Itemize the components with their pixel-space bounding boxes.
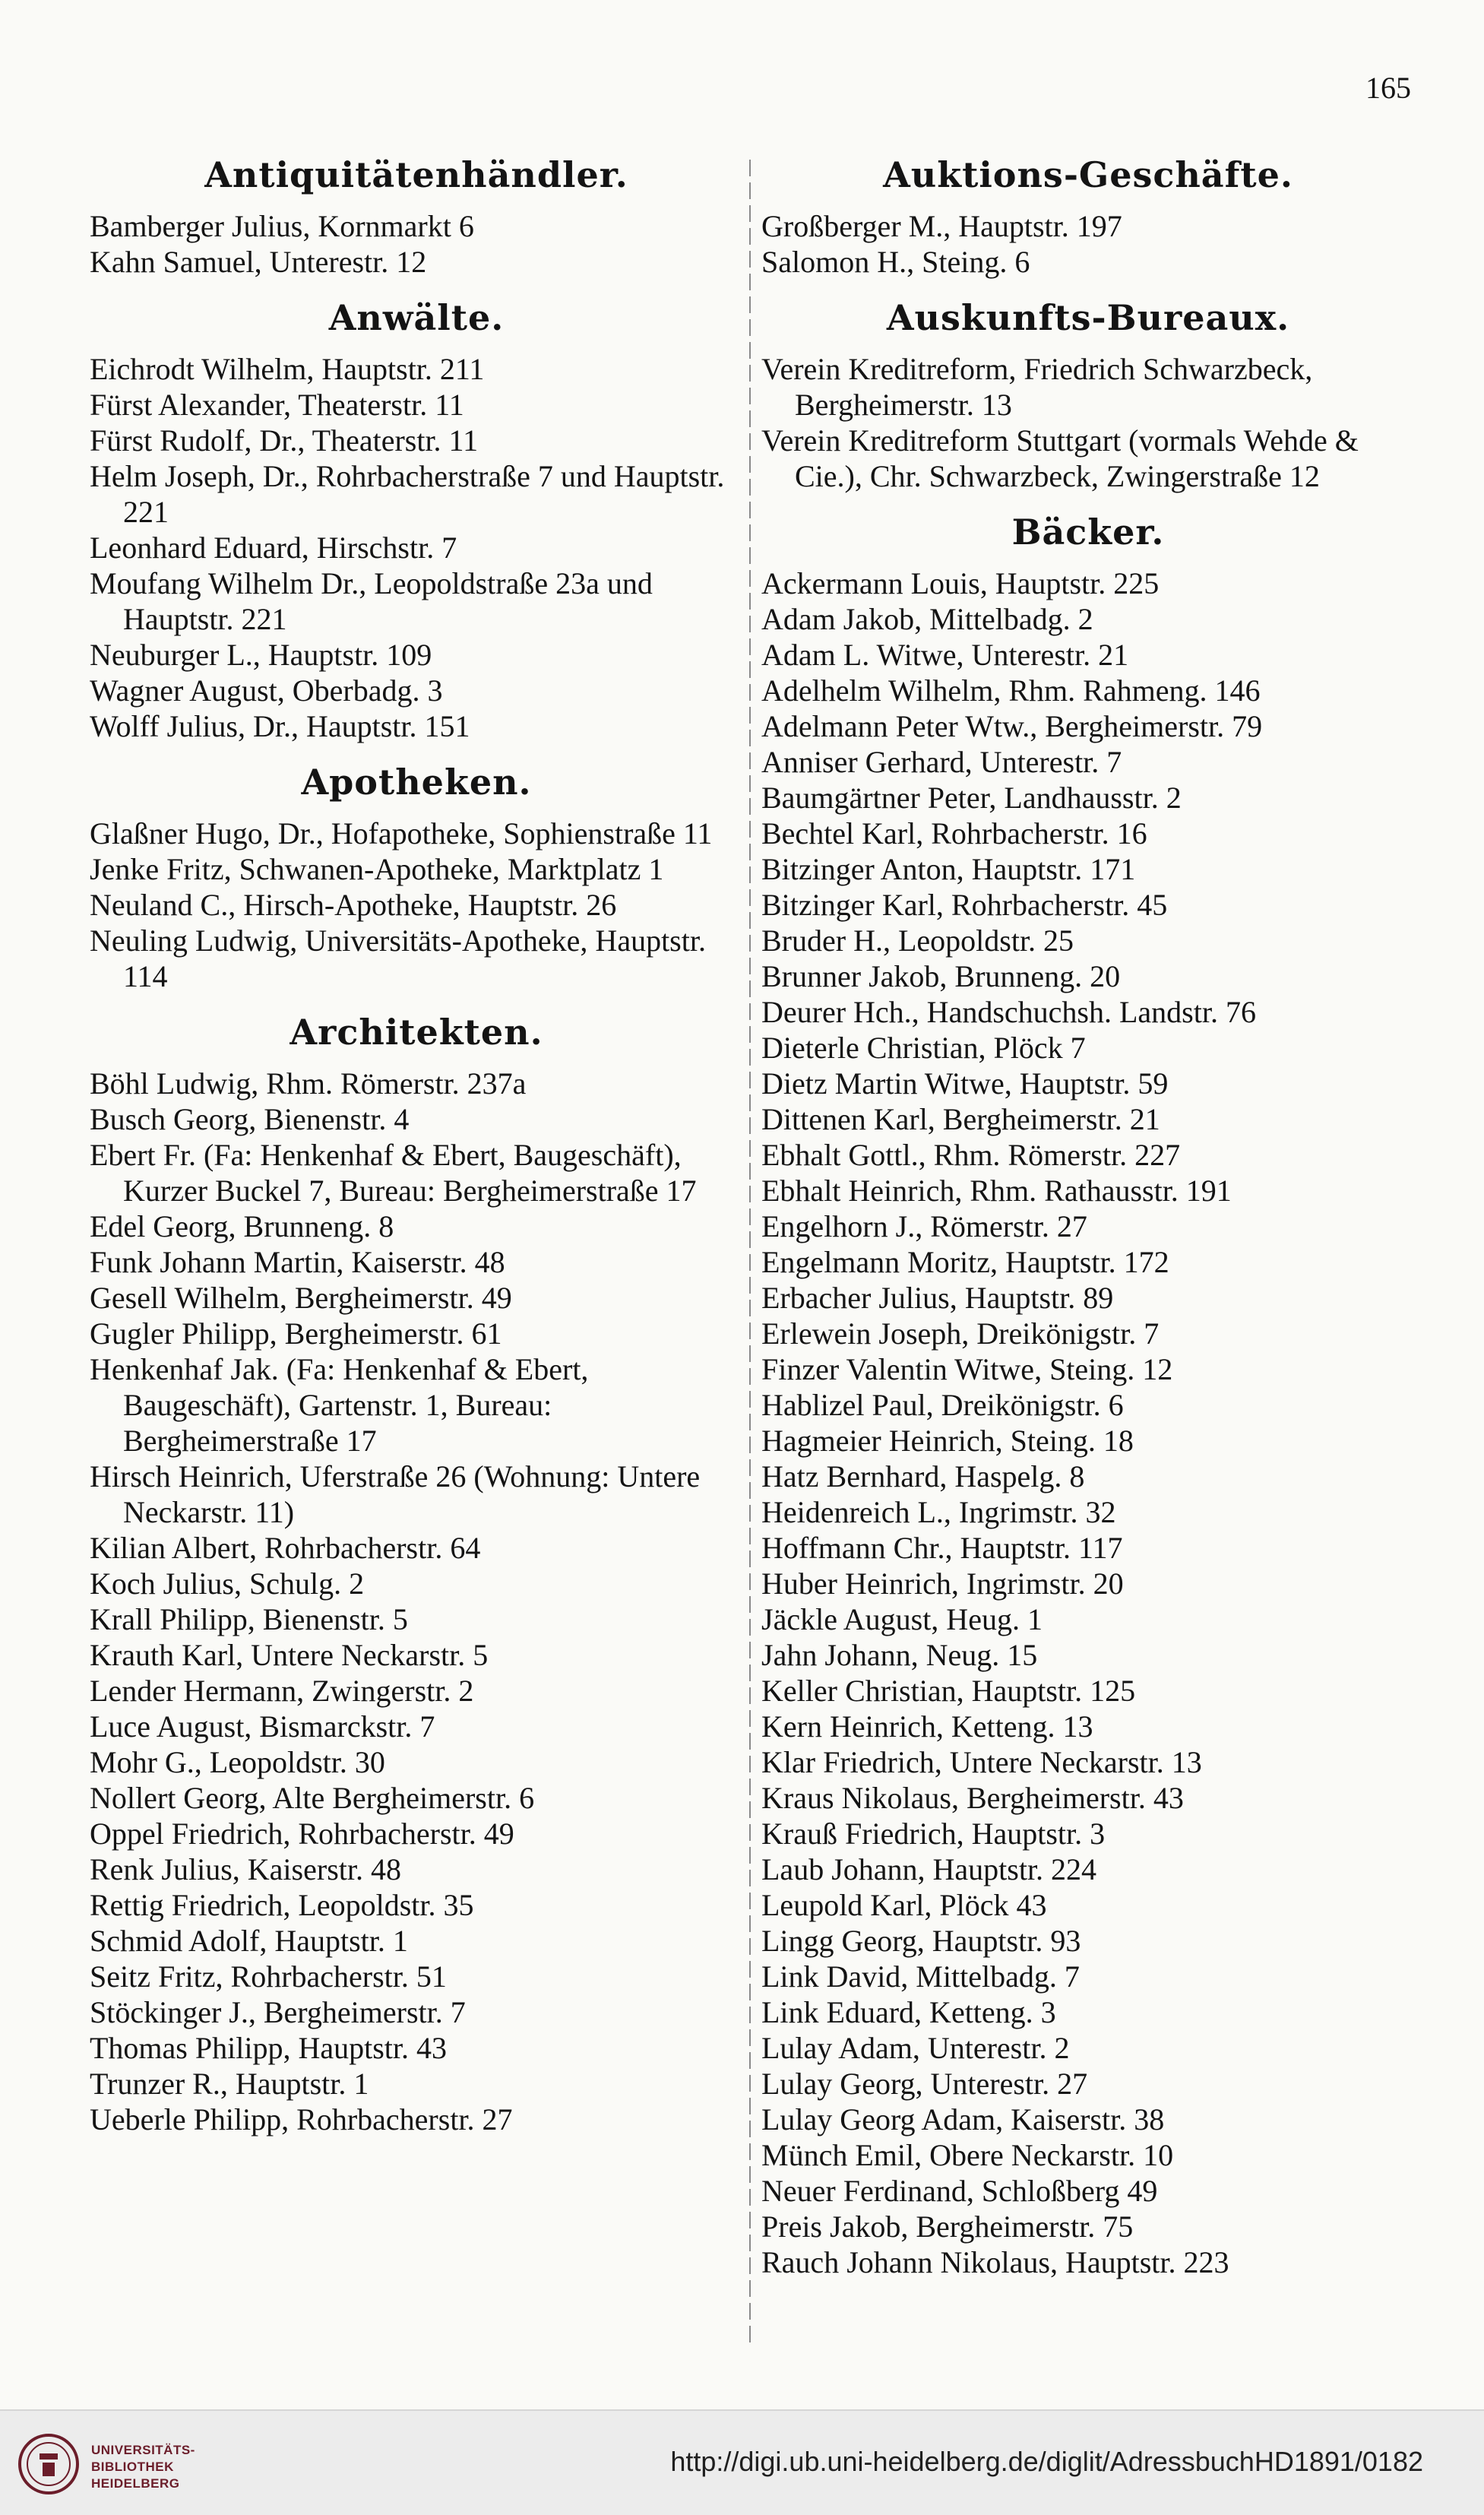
directory-entry: Gugler Philipp, Bergheimerstr. 61 — [90, 1316, 502, 1351]
directory-entry: Hoffmann Chr., Hauptstr. 117 — [761, 1531, 1123, 1565]
directory-entry: Wolff Julius, Dr., Hauptstr. 151 — [90, 709, 470, 743]
directory-entry: Leonhard Eduard, Hirschstr. 7 — [90, 531, 457, 565]
directory-entry: Kilian Albert, Rohrbacherstr. 64 — [90, 1531, 481, 1565]
directory-entry: Link Eduard, Ketteng. 3 — [761, 1995, 1056, 2029]
directory-entry: Rauch Johann Nikolaus, Hauptstr. 223 — [761, 2245, 1229, 2279]
directory-entry: Heidenreich L., Ingrimstr. 32 — [761, 1495, 1116, 1529]
directory-entry: Bamberger Julius, Kornmarkt 6 — [90, 209, 474, 243]
directory-entry: Dittenen Karl, Bergheimerstr. 21 — [761, 1102, 1160, 1136]
directory-entry: Verein Kreditreform, Friedrich Schwarzbeck, Bergheimerstr. 13 — [761, 352, 1313, 422]
directory-entry: Link David, Mittelbadg. 7 — [761, 1959, 1080, 1994]
directory-entry: Bitzinger Karl, Rohrbacherstr. 45 — [761, 888, 1168, 922]
directory-entry: Bitzinger Anton, Hauptstr. 171 — [761, 852, 1136, 886]
section-heading: Antiquitätenhändler. — [204, 154, 628, 195]
section-heading: Auskunfts-Bureaux. — [886, 297, 1290, 338]
viewer-footer — [0, 2409, 1484, 2515]
directory-entry: Eichrodt Wilhelm, Hauptstr. 211 — [90, 352, 485, 386]
directory-entry: Adam L. Witwe, Unterestr. 21 — [761, 638, 1129, 672]
directory-entry: Lingg Georg, Hauptstr. 93 — [761, 1924, 1081, 1958]
library-logo[interactable] — [17, 2432, 207, 2496]
directory-entry: Edel Georg, Brunneng. 8 — [90, 1209, 394, 1243]
directory-entry: Lender Hermann, Zwingerstr. 2 — [90, 1674, 474, 1708]
directory-entry: Trunzer R., Hauptstr. 1 — [90, 2067, 369, 2101]
directory-entry: Thomas Philipp, Hauptstr. 43 — [90, 2031, 447, 2065]
directory-entry: Preis Jakob, Bergheimerstr. 75 — [761, 2209, 1134, 2244]
section-heading: Bäcker. — [1011, 512, 1165, 553]
directory-entry: Kraus Nikolaus, Bergheimerstr. 43 — [761, 1781, 1184, 1815]
directory-entry: Deurer Hch., Handschuchsh. Landstr. 76 — [761, 995, 1256, 1029]
directory-entry: Bruder H., Leopoldstr. 25 — [761, 923, 1074, 958]
directory-entry: Anniser Gerhard, Unterestr. 7 — [761, 745, 1122, 779]
section-heading: Architekten. — [290, 1012, 543, 1053]
directory-entry: Adam Jakob, Mittelbadg. 2 — [761, 602, 1093, 636]
directory-entry: Neuburger L., Hauptstr. 109 — [90, 638, 432, 672]
directory-entry: Leupold Karl, Plöck 43 — [761, 1888, 1047, 1922]
section-heading: Anwälte. — [328, 297, 505, 338]
directory-entry: Jenke Fritz, Schwanen-Apotheke, Marktplatz 1 — [90, 852, 664, 886]
directory-entry: Stöckinger J., Bergheimerstr. 7 — [90, 1995, 466, 2029]
directory-entry: Luce August, Bismarckstr. 7 — [90, 1709, 435, 1744]
directory-entry: Mohr G., Leopoldstr. 30 — [90, 1745, 385, 1779]
source-url-link[interactable]: http://digi.ub.uni-heidelberg.de/diglit/AdressbuchHD1891/0182 — [670, 2446, 1423, 2477]
directory-entry: Krall Philipp, Bienenstr. 5 — [90, 1602, 408, 1636]
directory-entry: Wagner August, Oberbadg. 3 — [90, 673, 443, 708]
directory-entry: Ebhalt Heinrich, Rhm. Rathausstr. 191 — [761, 1174, 1232, 1208]
directory-entry: Brunner Jakob, Brunneng. 20 — [761, 959, 1121, 993]
directory-entry: Erbacher Julius, Hauptstr. 89 — [761, 1281, 1114, 1315]
directory-entry: Schmid Adolf, Hauptstr. 1 — [90, 1924, 408, 1958]
directory-entry: Busch Georg, Bienenstr. 4 — [90, 1102, 410, 1136]
directory-entry: Fürst Alexander, Theaterstr. 11 — [90, 388, 464, 422]
directory-entry: Oppel Friedrich, Rohrbacherstr. 49 — [90, 1817, 514, 1851]
directory-entry: Glaßner Hugo, Dr., Hofapotheke, Sophienstraße 11 — [90, 816, 713, 850]
directory-entry: Renk Julius, Kaiserstr. 48 — [90, 1852, 401, 1886]
page-number: 165 — [1365, 71, 1411, 105]
directory-entry: Münch Emil, Obere Neckarstr. 10 — [761, 2138, 1174, 2172]
directory-entry: Dieterle Christian, Plöck 7 — [761, 1031, 1086, 1065]
directory-entry: Lulay Adam, Unterestr. 2 — [761, 2031, 1070, 2065]
directory-entry: Krauß Friedrich, Hauptstr. 3 — [761, 1817, 1106, 1851]
directory-entry: Laub Johann, Hauptstr. 224 — [761, 1852, 1097, 1886]
directory-entry: Finzer Valentin Witwe, Steing. 12 — [761, 1352, 1173, 1386]
section-heading: Apotheken. — [301, 762, 532, 803]
directory-entry: Neuling Ludwig, Universitäts-Apotheke, Hauptstr. 114 — [90, 923, 706, 993]
library-seal-icon — [17, 2432, 81, 2496]
directory-entry: Erlewein Joseph, Dreikönigstr. 7 — [761, 1316, 1160, 1351]
directory-entry: Neuer Ferdinand, Schloßberg 49 — [761, 2174, 1158, 2208]
directory-entry: Keller Christian, Hauptstr. 125 — [761, 1674, 1136, 1708]
directory-entry: Ebhalt Gottl., Rhm. Römerstr. 227 — [761, 1138, 1181, 1172]
directory-entry: Lulay Georg, Unterestr. 27 — [761, 2067, 1088, 2101]
directory-entry: Ebert Fr. (Fa: Henkenhaf & Ebert, Baugeschäft), Kurzer Buckel 7, Bureau: Bergheimerstraße 17 — [90, 1138, 697, 1208]
directory-entry: Kahn Samuel, Unterestr. 12 — [90, 245, 427, 279]
directory-entry: Rettig Friedrich, Leopoldstr. 35 — [90, 1888, 474, 1922]
directory-entry: Böhl Ludwig, Rhm. Römerstr. 237a — [90, 1066, 527, 1101]
directory-entry: Hablizel Paul, Dreikönigstr. 6 — [761, 1388, 1124, 1422]
directory-entry: Nollert Georg, Alte Bergheimerstr. 6 — [90, 1781, 535, 1815]
logo-text-line: UNIVERSITÄTS- — [91, 2443, 195, 2457]
section-heading: Auktions-Geschäfte. — [883, 154, 1293, 195]
logo-text-line: BIBLIOTHEK — [91, 2460, 174, 2474]
directory-entry: Neuland C., Hirsch-Apotheke, Hauptstr. 26 — [90, 888, 617, 922]
directory-entry: Moufang Wilhelm Dr., Leopoldstraße 23a und Hauptstr. 221 — [90, 566, 653, 636]
directory-entry: Funk Johann Martin, Kaiserstr. 48 — [90, 1245, 505, 1279]
directory-entry: Hagmeier Heinrich, Steing. 18 — [761, 1424, 1134, 1458]
directory-entry: Seitz Fritz, Rohrbacherstr. 51 — [90, 1959, 447, 1994]
directory-entry: Adelmann Peter Wtw., Bergheimerstr. 79 — [761, 709, 1263, 743]
directory-entry: Ueberle Philipp, Rohrbacherstr. 27 — [90, 2102, 513, 2136]
directory-entry: Huber Heinrich, Ingrimstr. 20 — [761, 1566, 1124, 1601]
directory-entry: Fürst Rudolf, Dr., Theaterstr. 11 — [90, 423, 479, 458]
directory-entry: Hirsch Heinrich, Uferstraße 26 (Wohnung: Untere Neckarstr. 11) — [90, 1459, 701, 1529]
directory-entry: Ackermann Louis, Hauptstr. 225 — [761, 566, 1160, 600]
directory-entry: Dietz Martin Witwe, Hauptstr. 59 — [761, 1066, 1169, 1101]
directory-entry: Adelhelm Wilhelm, Rhm. Rahmeng. 146 — [761, 673, 1261, 708]
column-divider — [749, 160, 751, 2349]
directory-entry: Kern Heinrich, Ketteng. 13 — [761, 1709, 1093, 1744]
left-column — [90, 152, 743, 2137]
directory-entry: Engelmann Moritz, Hauptstr. 172 — [761, 1245, 1169, 1279]
directory-entry: Salomon H., Steing. 6 — [761, 245, 1030, 279]
directory-entry: Lulay Georg Adam, Kaiserstr. 38 — [761, 2102, 1165, 2136]
directory-entry: Henkenhaf Jak. (Fa: Henkenhaf & Ebert, Baugeschäft), Gartenstr. 1, Bureau: Bergheimerstraße 17 — [90, 1352, 589, 1458]
directory-entry: Gesell Wilhelm, Bergheimerstr. 49 — [90, 1281, 512, 1315]
directory-entry: Jahn Johann, Neug. 15 — [761, 1638, 1038, 1672]
directory-entry: Verein Kreditreform Stuttgart (vormals Wehde & Cie.), Chr. Schwarzbeck, Zwingerstraße 12 — [761, 423, 1359, 493]
directory-entry: Hatz Bernhard, Haspelg. 8 — [761, 1459, 1085, 1493]
directory-entry: Krauth Karl, Untere Neckarstr. 5 — [90, 1638, 489, 1672]
directory-entry: Klar Friedrich, Untere Neckarstr. 13 — [761, 1745, 1202, 1779]
directory-entry: Engelhorn J., Römerstr. 27 — [761, 1209, 1087, 1243]
directory-entry: Koch Julius, Schulg. 2 — [90, 1566, 365, 1601]
directory-entry: Jäckle August, Heug. 1 — [761, 1602, 1043, 1636]
directory-entry: Bechtel Karl, Rohrbacherstr. 16 — [761, 816, 1147, 850]
directory-entry: Baumgärtner Peter, Landhausstr. 2 — [761, 781, 1182, 815]
logo-text-line: HEIDELBERG — [91, 2476, 180, 2491]
right-column — [761, 152, 1415, 2280]
directory-entry: Helm Joseph, Dr., Rohrbacherstraße 7 und Hauptstr. 221 — [90, 459, 725, 529]
directory-entry: Großberger M., Hauptstr. 197 — [761, 209, 1122, 243]
